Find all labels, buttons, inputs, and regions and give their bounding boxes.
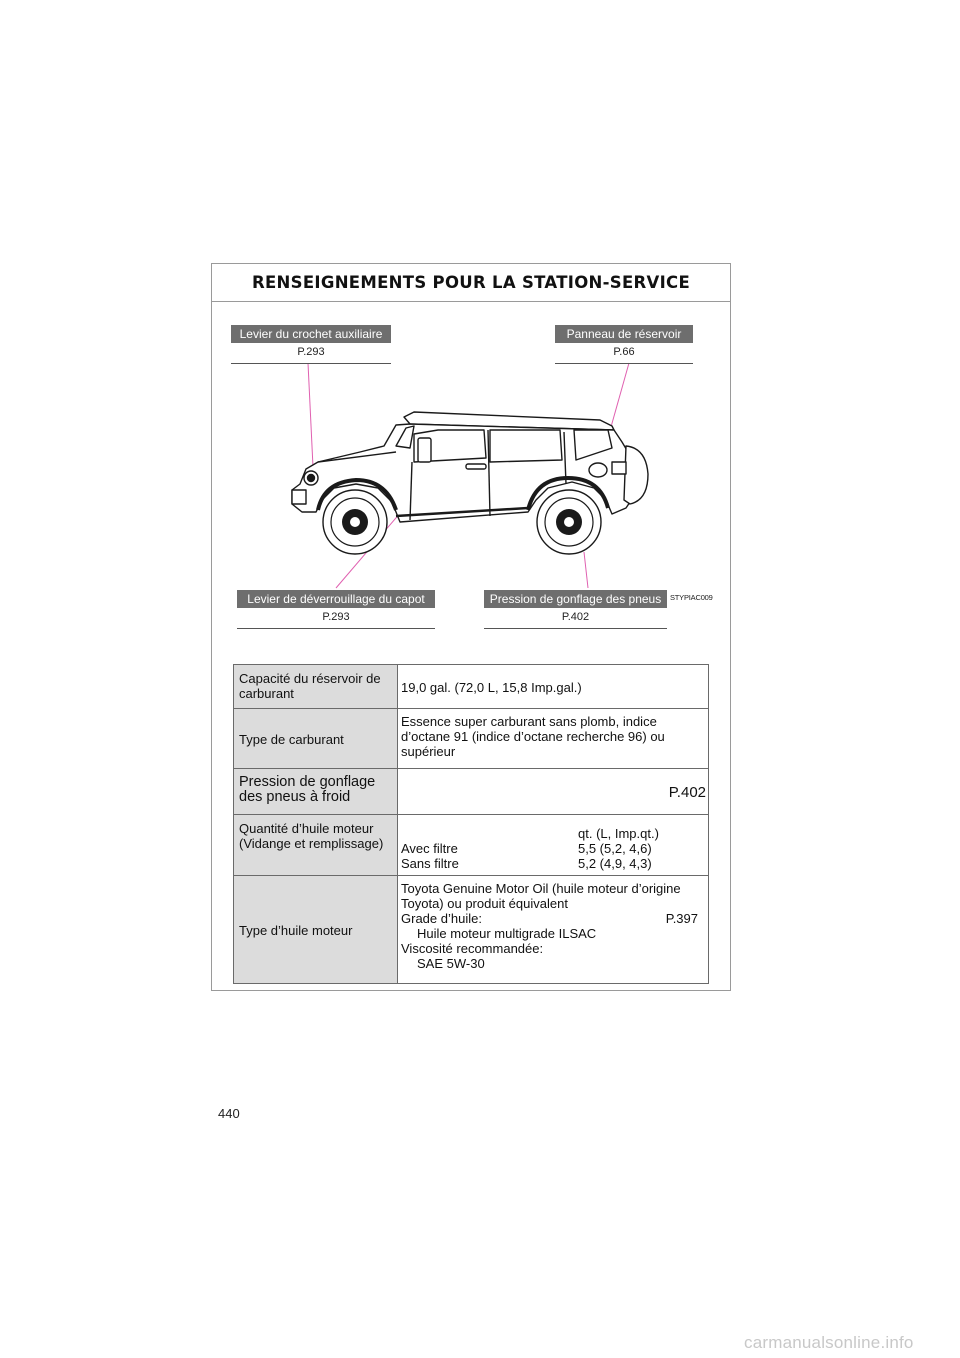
callout-hood-hook-label: Levier du crochet auxiliaire: [231, 325, 391, 343]
callout-tire-pressure: [484, 590, 667, 629]
fuel-type-label: Type de carburant: [234, 709, 398, 769]
viscosity-label: Viscosité recommandée:: [401, 941, 544, 956]
oil-grade-label: Grade d’huile:: [401, 911, 482, 926]
cold-tire-label: Pression de gonflage des pneus à froid: [234, 769, 398, 815]
oil-quantity-grid: [401, 826, 706, 871]
without-filter-label: Sans filtre: [401, 856, 459, 871]
viscosity-value: SAE 5W-30: [417, 956, 485, 971]
oil-grade-row: [401, 911, 706, 926]
oil-type-line1: Toyota Genuine Motor Oil (huile moteur d’origine Toyota) ou produit équivalent: [401, 881, 681, 911]
callout-hood-release-page[interactable]: P.293: [237, 608, 435, 629]
callout-hood-hook-page[interactable]: P.293: [231, 343, 391, 364]
with-filter-value: 5,5 (5,2, 4,6): [578, 841, 652, 856]
figure-code: STYPIAC009: [670, 593, 713, 602]
service-info-table: [233, 664, 709, 984]
callout-hood-release-label: Levier de déverrouillage du capot: [237, 590, 435, 608]
callout-hood-hook: [231, 325, 391, 364]
fuel-capacity-label: Capacité du réservoir de carburant: [234, 665, 398, 709]
leader-hood-hook: [308, 363, 313, 467]
without-filter-value: 5,2 (4,9, 4,3): [578, 856, 652, 871]
callout-fuel-door: [555, 325, 693, 364]
callout-hood-release: [237, 590, 435, 629]
fuel-capacity-value: 19,0 gal. (72,0 L, 15,8 Imp.gal.): [398, 665, 709, 709]
oil-quantity-label: Quantité d’huile moteur (Vidange et remplissage): [234, 815, 398, 876]
table-row: [234, 665, 709, 709]
leader-tire: [584, 552, 588, 588]
cold-tire-value[interactable]: P.402: [398, 769, 709, 815]
with-filter-label: Avec filtre: [401, 841, 458, 856]
oil-grade-value: Huile moteur multigrade ILSAC: [417, 926, 597, 941]
watermark: carmanualsonline.info: [744, 1333, 914, 1352]
callout-fuel-door-page[interactable]: P.66: [555, 343, 693, 364]
callout-fuel-door-label: Panneau de réservoir: [555, 325, 693, 343]
callout-tire-pressure-label: Pression de gonflage des pneus: [484, 590, 667, 608]
oil-unit: qt. (L, Imp.qt.): [578, 826, 659, 841]
table-row: [234, 709, 709, 769]
table-row: [234, 769, 709, 815]
oil-type-value: [398, 876, 709, 984]
oil-grade-page[interactable]: P.397: [665, 911, 698, 926]
rear-wheel: [537, 490, 601, 554]
oil-quantity-value: [398, 815, 709, 876]
page-number: 440: [218, 1106, 240, 1121]
table-row: [234, 815, 709, 876]
callout-tire-pressure-page[interactable]: P.402: [484, 608, 667, 629]
oil-type-label: Type d’huile moteur: [234, 876, 398, 984]
table-row: [234, 876, 709, 984]
page-title: RENSEIGNEMENTS POUR LA STATION-SERVICE: [251, 273, 691, 292]
front-wheel: [323, 490, 387, 554]
fuel-type-value: Essence super carburant sans plomb, indice d’octane 91 (indice d’octane recherche 96) ou supérieur: [398, 709, 709, 769]
